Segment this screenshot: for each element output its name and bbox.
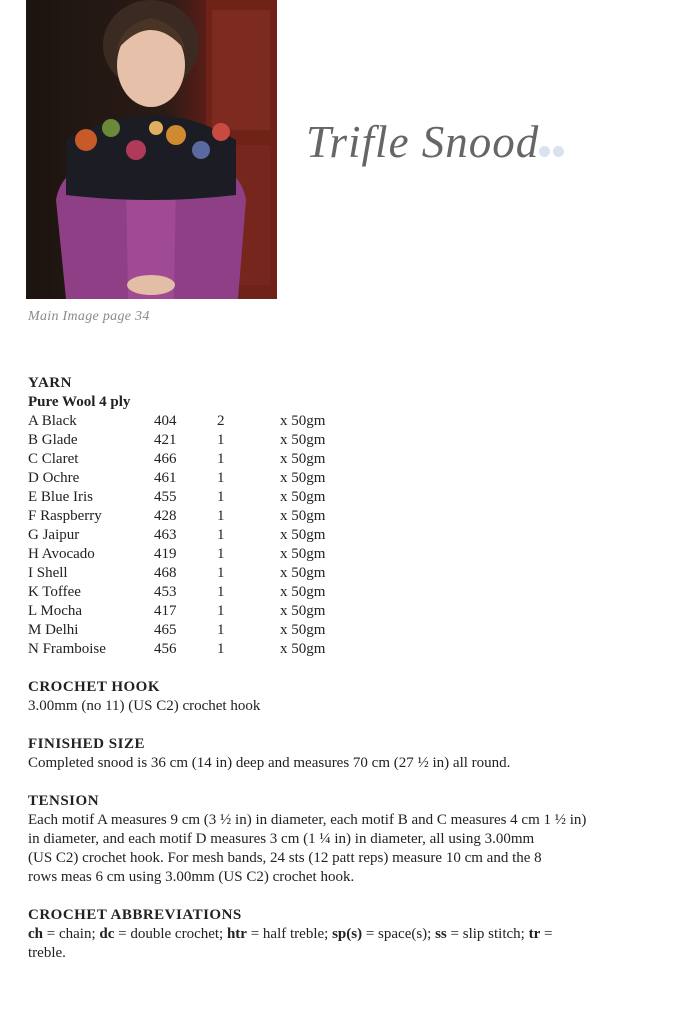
dot-icon xyxy=(553,146,564,157)
yarn-ball-weight: x 50gm xyxy=(280,432,326,448)
yarn-shade-code: 419 xyxy=(154,546,177,562)
yarn-shade-code: 428 xyxy=(154,508,177,524)
yarn-shade-code: 465 xyxy=(154,622,177,638)
yarn-quantity: 1 xyxy=(217,470,225,486)
tension-line: Each motif A measures 9 cm (3 ½ in) in diameter, each motif B and C measures 4 cm 1 ½ in) xyxy=(28,812,587,828)
yarn-ball-weight: x 50gm xyxy=(280,489,326,505)
yarn-ball-weight: x 50gm xyxy=(280,470,326,486)
tension-section xyxy=(28,792,588,887)
abbreviation-meaning: = space(s); xyxy=(362,926,436,942)
hook-section xyxy=(28,678,588,716)
abbreviations-text xyxy=(28,925,588,963)
yarn-row xyxy=(28,640,588,659)
abbreviations-heading: CROCHET ABBREVIATIONS xyxy=(28,907,242,923)
yarn-shade-code: 468 xyxy=(154,565,177,581)
yarn-heading: YARN xyxy=(28,375,72,391)
yarn-shade-code: 421 xyxy=(154,432,177,448)
yarn-shade-name: L Mocha xyxy=(28,603,83,619)
yarn-shade-name: E Blue Iris xyxy=(28,489,93,505)
yarn-quantity: 1 xyxy=(217,527,225,543)
yarn-row xyxy=(28,431,588,450)
yarn-row xyxy=(28,469,588,488)
abbreviation-meaning: = double crochet; xyxy=(114,926,227,942)
yarn-row xyxy=(28,621,588,640)
yarn-ball-weight: x 50gm xyxy=(280,508,326,524)
page-title: Trifle Snood xyxy=(306,117,540,167)
size-heading: FINISHED SIZE xyxy=(28,736,145,752)
abbreviations-section xyxy=(28,906,588,963)
yarn-ball-weight: x 50gm xyxy=(280,527,326,543)
abbreviation-term: ss xyxy=(435,926,447,942)
size-text: Completed snood is 36 cm (14 in) deep and measures 70 cm (27 ½ in) all round. xyxy=(28,755,511,771)
yarn-ball-weight: x 50gm xyxy=(280,641,326,657)
abbreviation-meaning: = chain; xyxy=(43,926,100,942)
yarn-ball-weight: x 50gm xyxy=(280,622,326,638)
yarn-table xyxy=(28,412,588,659)
yarn-shade-code: 453 xyxy=(154,584,177,600)
yarn-ball-weight: x 50gm xyxy=(280,451,326,467)
yarn-shade-code: 455 xyxy=(154,489,177,505)
yarn-quantity: 1 xyxy=(217,451,225,467)
abbreviation-term: htr xyxy=(226,926,247,942)
yarn-shade-name: N Framboise xyxy=(28,641,106,657)
yarn-ball-weight: x 50gm xyxy=(280,584,326,600)
yarn-shade-name: D Ochre xyxy=(28,470,80,486)
dot-icon xyxy=(539,146,550,157)
tension-line: rows meas 6 cm using 3.00mm (US C2) crochet hook. xyxy=(28,869,355,885)
yarn-row xyxy=(28,488,588,507)
yarn-quantity: 2 xyxy=(217,413,225,429)
yarn-quantity: 1 xyxy=(217,508,225,524)
yarn-shade-code: 466 xyxy=(154,451,177,467)
hook-heading: CROCHET HOOK xyxy=(28,679,160,695)
yarn-shade-name: H Avocado xyxy=(28,546,95,562)
yarn-shade-code: 461 xyxy=(154,470,177,486)
yarn-row xyxy=(28,545,588,564)
yarn-ball-weight: x 50gm xyxy=(280,603,326,619)
tension-heading: TENSION xyxy=(28,793,100,809)
abbreviation-term: dc xyxy=(99,926,115,942)
yarn-shade-name: A Black xyxy=(28,413,77,429)
yarn-row xyxy=(28,450,588,469)
yarn-quantity: 1 xyxy=(217,603,225,619)
pattern-content xyxy=(28,374,588,963)
yarn-ball-weight: x 50gm xyxy=(280,565,326,581)
yarn-shade-name: K Toffee xyxy=(28,584,81,600)
yarn-subheading: Pure Wool 4 ply xyxy=(28,394,131,410)
yarn-quantity: 1 xyxy=(217,432,225,448)
yarn-quantity: 1 xyxy=(217,584,225,600)
main-photo xyxy=(26,0,277,299)
yarn-row xyxy=(28,412,588,431)
yarn-shade-code: 463 xyxy=(154,527,177,543)
yarn-row xyxy=(28,564,588,583)
yarn-quantity: 1 xyxy=(217,546,225,562)
yarn-shade-name: F Raspberry xyxy=(28,508,102,524)
yarn-row xyxy=(28,526,588,545)
yarn-shade-name: I Shell xyxy=(28,565,68,581)
image-caption: Main Image page 34 xyxy=(28,309,150,324)
tension-line: (US C2) crochet hook. For mesh bands, 24 sts (12 patt reps) measure 10 cm and the 8 xyxy=(28,850,542,866)
yarn-row xyxy=(28,602,588,621)
abbreviation-meaning: = slip stitch; xyxy=(446,926,529,942)
yarn-quantity: 1 xyxy=(217,489,225,505)
abbreviation-term: sp(s) xyxy=(332,926,363,942)
yarn-shade-name: M Delhi xyxy=(28,622,79,638)
yarn-row xyxy=(28,583,588,602)
abbreviation-term: ch xyxy=(28,926,43,942)
yarn-shade-code: 456 xyxy=(154,641,177,657)
yarn-shade-name: B Glade xyxy=(28,432,78,448)
yarn-shade-code: 417 xyxy=(154,603,177,619)
hook-text: 3.00mm (no 11) (US C2) crochet hook xyxy=(28,698,261,714)
abbreviation-meaning: = treble. xyxy=(28,926,553,961)
yarn-shade-name: G Jaipur xyxy=(28,527,80,543)
yarn-ball-weight: x 50gm xyxy=(280,413,326,429)
yarn-quantity: 1 xyxy=(217,622,225,638)
yarn-quantity: 1 xyxy=(217,565,225,581)
yarn-ball-weight: x 50gm xyxy=(280,546,326,562)
yarn-shade-code: 404 xyxy=(154,413,177,429)
tension-line: in diameter, and each motif D measures 3 cm (1 ¼ in) in diameter, all using 3.00mm xyxy=(28,831,535,847)
yarn-quantity: 1 xyxy=(217,641,225,657)
abbreviation-meaning: = half treble; xyxy=(246,926,333,942)
yarn-section xyxy=(28,374,588,659)
abbreviation-term: tr xyxy=(528,926,541,942)
title-dots-ornament xyxy=(539,144,567,162)
yarn-shade-name: C Claret xyxy=(28,451,79,467)
size-section xyxy=(28,735,588,773)
yarn-row xyxy=(28,507,588,526)
